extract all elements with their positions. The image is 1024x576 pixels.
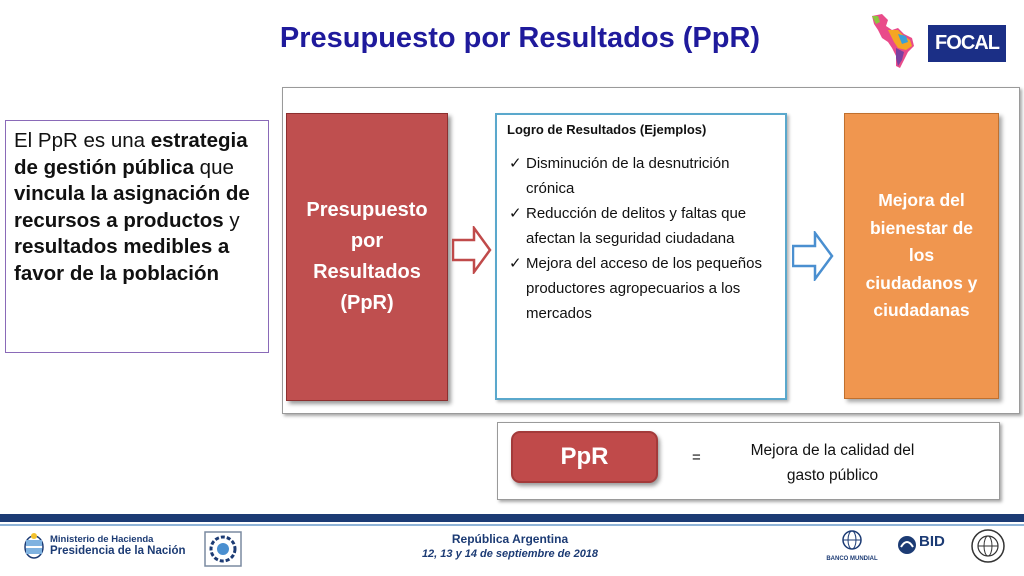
ppr-pill: PpR [511,431,658,483]
ppr-box-line: (PpR) [340,292,394,314]
definition-text: El PpR es una [14,129,151,152]
wellbeing-box-line: los [908,245,935,266]
definition-text: que [193,155,234,179]
ppr-box-line: por [350,230,384,252]
wellbeing-box-line: bienestar de [869,217,974,238]
page-title: Presupuesto por Resultados (PpR) [279,22,761,54]
list-item: ✓ Reducción de delitos y faltas que afectan la seguridad ciudadana [507,201,775,251]
checkmark-icon: ✓ [509,155,522,172]
latin-america-map-logo [868,12,922,70]
wellbeing-box-line: ciudadanas [873,300,970,321]
imf-seal-icon [970,528,1006,564]
globe-icon [841,530,863,550]
right-arrow-icon [452,226,492,274]
wellbeing-box-line: ciudadanos y [865,272,978,293]
checkmark-icon: ✓ [509,205,522,222]
banco-mundial-logo: BANCO MUNDIAL [824,530,880,562]
argentina-shield-icon [23,532,45,560]
footer-divider [0,524,1024,526]
definition-emphasis: vincula la asignación de recursos a productos [14,182,250,232]
checkmark-icon: ✓ [509,255,522,272]
event-info: República Argentina 12, 13 y 14 de septiembre de 2018 [421,532,599,560]
results-list [507,151,775,326]
focal-logo: FOCAL [928,25,1006,62]
wellbeing-box [844,113,999,399]
definition-emphasis: estrategia de gestión pública [14,129,248,179]
spending-quality-text: Mejora de la calidad del gasto público [750,442,915,484]
ppr-box [286,113,448,401]
definition-text: y [223,208,240,232]
results-examples-box [495,113,787,400]
equals-sign: = [692,449,701,466]
bid-logo: BID [897,533,949,561]
gear-emblem-icon [203,530,243,568]
ppr-box-line: Presupuesto [306,199,428,221]
list-item: ✓ Mejora del acceso de los pequeños productores agropecuarios a los mercados [507,251,775,326]
list-item: ✓ Disminución de la desnutrición crónica [507,151,775,201]
definition-emphasis: resultados medibles a favor de la población [14,235,230,285]
right-arrow-icon [792,231,834,281]
results-title: Logro de Resultados (Ejemplos) [507,122,707,137]
ministry-label: Ministerio de Hacienda Presidencia de la Nación [50,534,186,557]
ppr-definition-box [5,120,269,353]
footer-bar [0,514,1024,522]
bid-emblem-icon [897,535,917,555]
wellbeing-box-line: Mejora del [878,190,965,211]
ppr-box-line: Resultados [313,261,421,283]
